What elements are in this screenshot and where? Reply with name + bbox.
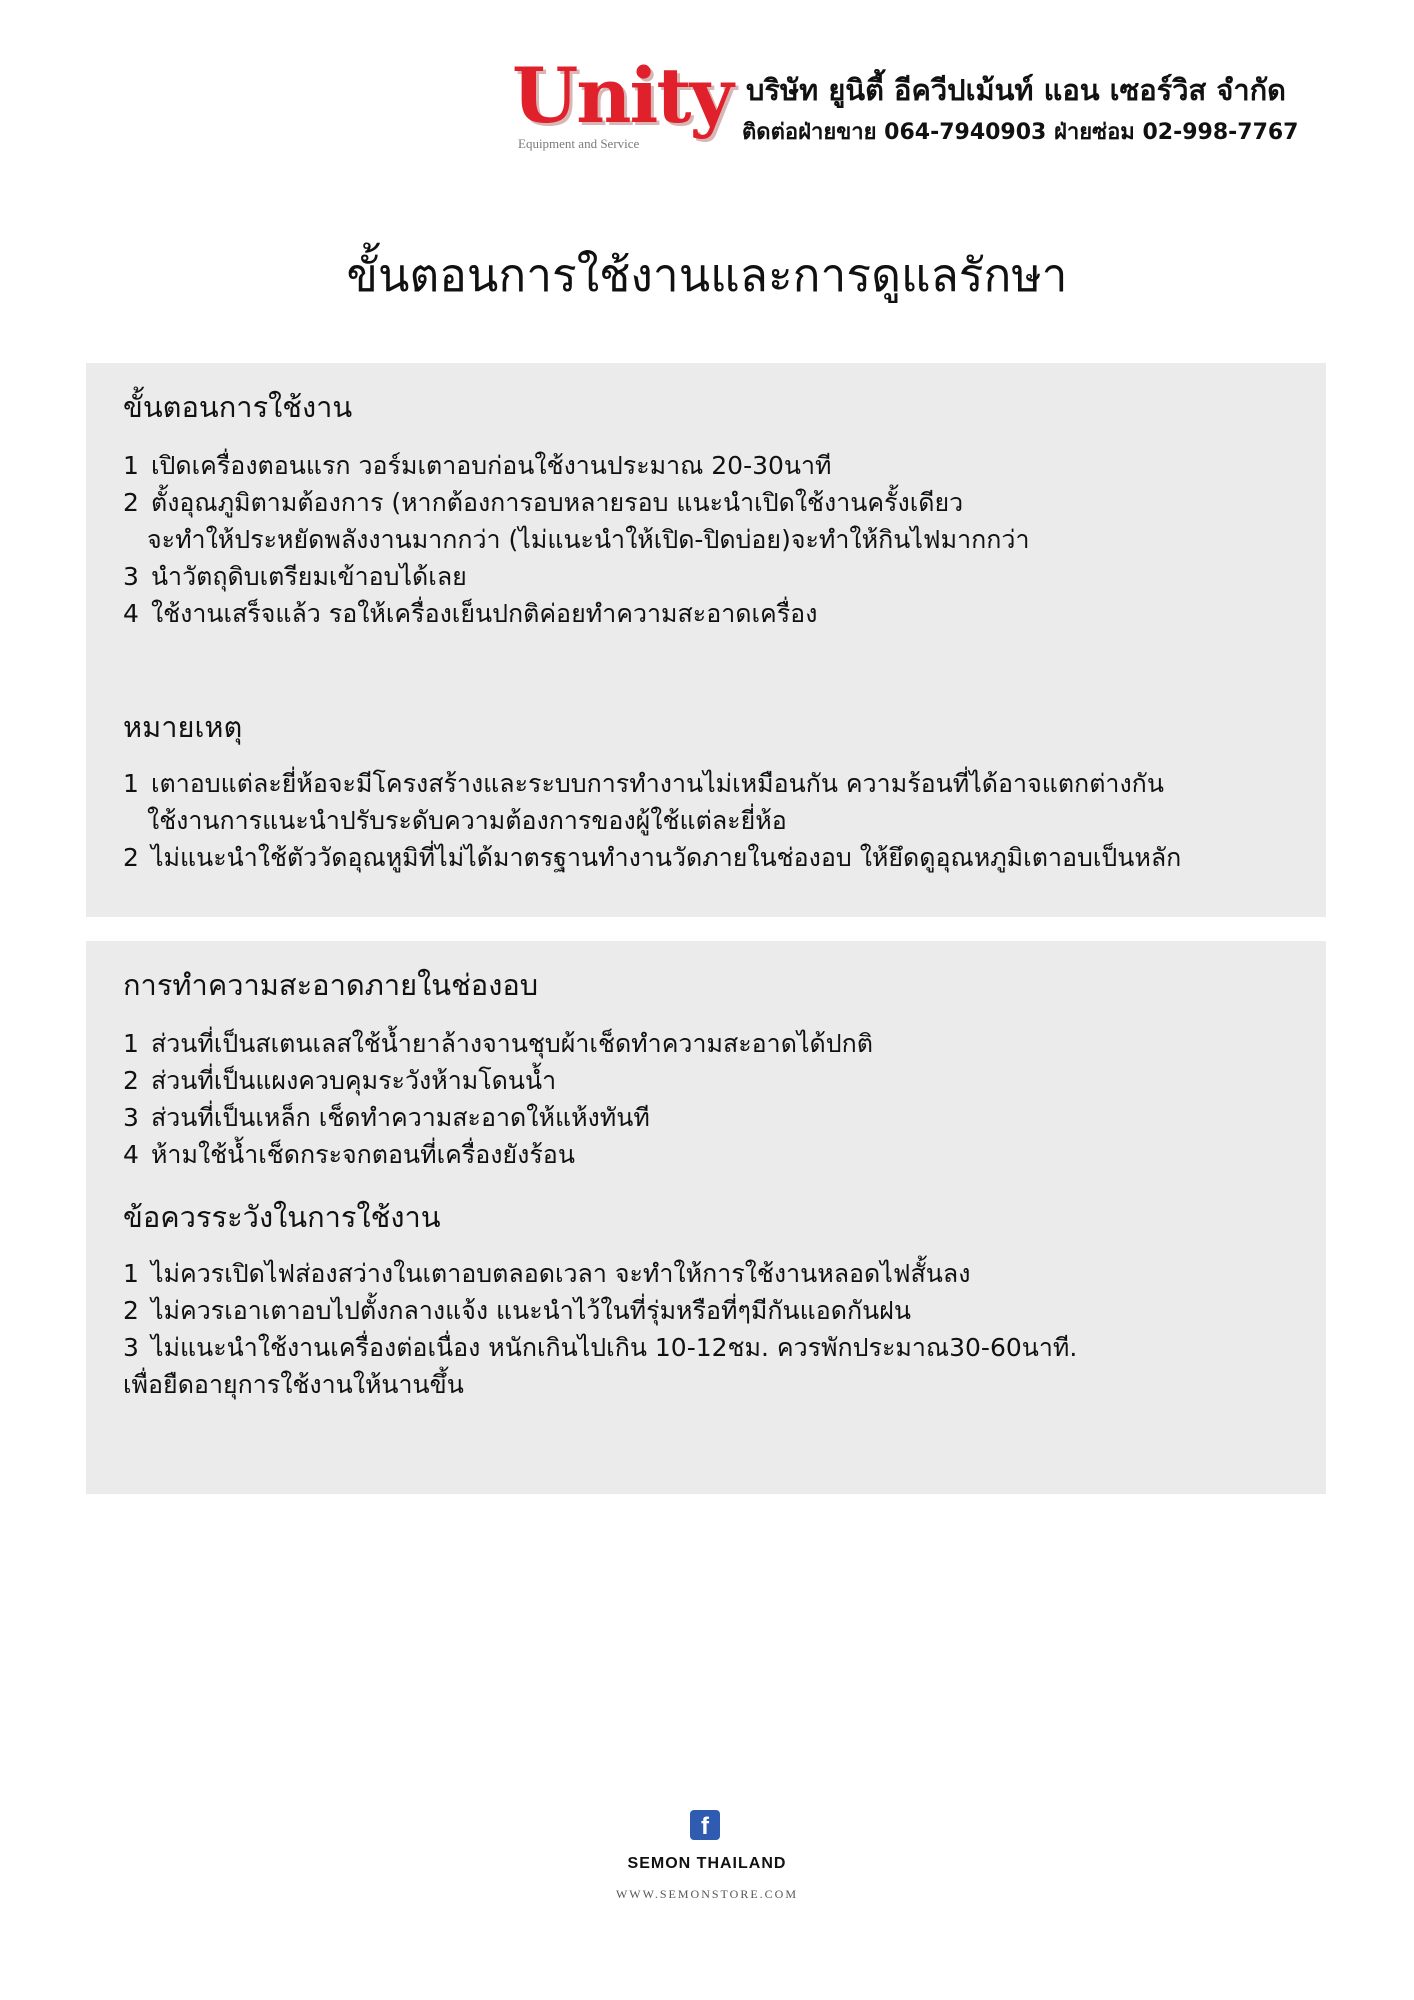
list-item: 2 ส่วนที่เป็นแผงควบคุมระวังห้ามโดนน้ำ: [123, 1066, 557, 1095]
list-item: 4 ห้ามใช้น้ำเช็ดกระจกตอนที่เครื่องยังร้อน: [123, 1140, 575, 1169]
footer-brand: SEMON THAILAND: [627, 1855, 787, 1872]
facebook-icon[interactable]: f: [690, 1810, 720, 1840]
list-item: 2 ไม่ควรเอาเตาอบไปตั้งกลางแจ้ง แนะนำไว้ในที่รุ่มหรือที่ๆมีกันแอดกันฝน: [123, 1296, 911, 1325]
footer-website[interactable]: WWW.SEMONSTORE.COM: [615, 1887, 798, 1901]
contact-info: ติดต่อฝ่ายขาย 064-7940903 ฝ่ายซ่อม 02-998-7767: [742, 120, 1299, 145]
list-item: 4 ใช้งานเสร็จแล้ว รอให้เครื่องเย็นปกติค่อยทำความสะอาดเครื่อง: [123, 599, 818, 628]
list-item: 1 ไม่ควรเปิดไฟส่องสว่างในเตาอบตลอดเวลา จะทำให้การใช้งานหลอดไฟสั้นลง: [123, 1259, 971, 1288]
page-title: ขั้นตอนการใช้งานและการดูแลรักษา: [346, 248, 1068, 302]
notes-heading: หมายเหตุ: [123, 710, 243, 744]
cautions-heading: ข้อควรระวังในการใช้งาน: [123, 1200, 441, 1234]
company-name: บริษัท ยูนิตี้ อีควีปเม้นท์ แอน เซอร์วิส จำกัด: [746, 73, 1286, 107]
list-item: 1 ส่วนที่เป็นสเตนเลสใช้น้ำยาล้างจานชุบผ้าเช็ดทำความสะอาดได้ปกติ: [123, 1029, 873, 1058]
notes-list: [123, 765, 1181, 876]
list-item: 2 ตั้งอุณภูมิตามต้องการ (หากต้องการอบหลายรอบ แนะนำเปิดใช้งานครั้งเดียว จะทำให้ประหยัดพลังงานมากกว่า (ไม่แนะนำให้เปิด-ปิดบ่อย)จะทำให้กินไฟมากกว่า: [123, 488, 1030, 554]
list-item: 3 ไม่แนะนำใช้งานเครื่องต่อเนื่อง หนักเกินไปเกิน 10-12ชม. ควรพักประมาณ30-60นาที. เพื่อยืดอายุการใช้งานให้นานขึ้น: [123, 1333, 1078, 1399]
usage-notes-panel: [86, 363, 1326, 917]
cleaning-heading: การทำความสะอาดภายในช่องอบ: [123, 968, 539, 1002]
footer: [0, 1810, 1414, 1910]
list-item: 3 นำวัตถุดิบเตรียมเข้าอบได้เลย: [123, 562, 467, 591]
header: [0, 0, 1414, 170]
list-item: 1 เตาอบแต่ละยี่ห้อจะมีโครงสร้างและระบบการทำงานไม่เหมือนกัน ความร้อนที่ได้อาจแตกต่างกัน ใช้งานการแนะนำปรับระดับความต้องการของผู้ใช้แต่ละยี่ห้อ: [123, 769, 1164, 835]
usage-heading: ขั้นตอนการใช้งาน: [123, 390, 353, 424]
cleaning-cautions-panel: [86, 941, 1326, 1494]
usage-list: [123, 447, 1029, 632]
list-item: 2 ไม่แนะนำใช้ตัววัดอุณหูมิที่ไม่ได้มาตรฐานทำงานวัดภายในช่องอบ ให้ยึดดูอุณหภูมิเตาอบเป็นหลัก: [123, 843, 1182, 872]
unity-logo: [512, 51, 732, 156]
list-item: 3 ส่วนที่เป็นเหล็ก เช็ดทำความสะอาดให้แห้งทันที: [123, 1103, 650, 1132]
logo-subtitle: Equipment and Service: [518, 136, 640, 151]
cautions-list: [123, 1255, 1077, 1403]
cleaning-list: [123, 1025, 873, 1173]
list-item: 1 เปิดเครื่องตอนแรก วอร์มเตาอบก่อนใช้งานประมาณ 20-30นาที: [123, 451, 832, 480]
logo-wordmark: Unity: [512, 51, 732, 140]
